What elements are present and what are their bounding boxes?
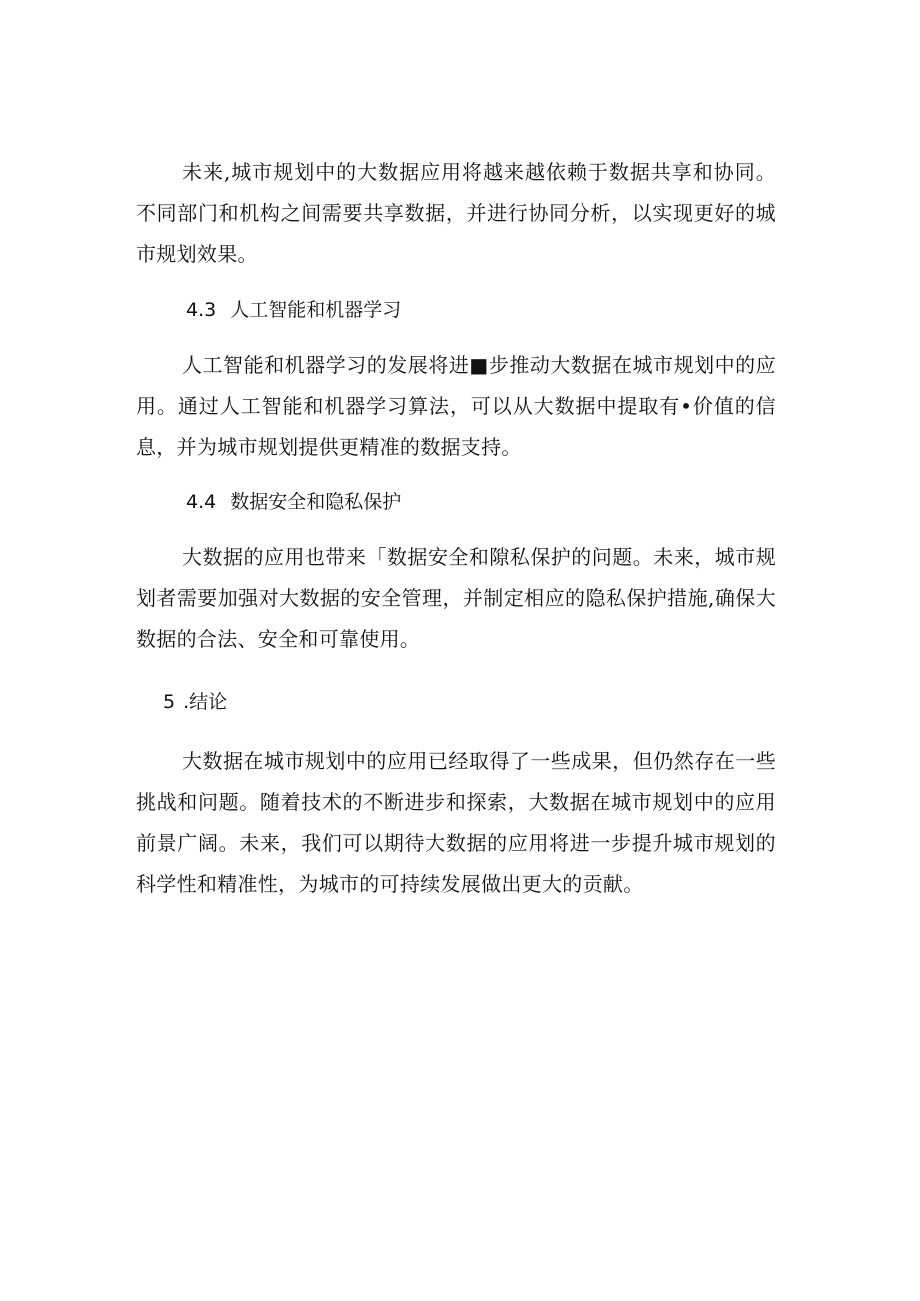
- paragraph-section-4-4: 大数据的应用也带来「数据安全和隙私保护的问题。未来，城市规划者需要加强对大数据的安全管理，并制定相应的隐私保护措施,确保大数据的合法、安全和可靠使用。: [136, 545, 776, 651]
- section-title: 人工智能和机器学习: [230, 299, 402, 321]
- section-title: 数据安全和隐私保护: [230, 491, 402, 513]
- paragraph-intro: 未来,城市规划中的大数据应用将越来越依赖于数据共享和协同。不同部门和机构之间需要共享数据，并进行协同分析，以实现更好的城市规划效果。: [136, 160, 776, 266]
- section-title: .结论: [183, 691, 228, 713]
- section-number: 4.3: [186, 299, 217, 321]
- section-heading-5: [163, 687, 227, 717]
- paragraph-section-4-3: 人工智能和机器学习的发展将进■步推动大数据在城市规划中的应用。通过人工智能和机器学习算法，可以从大数据中提取有•价值的信息，并为城市规划提供更精准的数据支持。: [136, 353, 776, 459]
- section-number: 5: [163, 691, 176, 713]
- section-number: 4.4: [186, 491, 217, 513]
- section-heading-4-4: [186, 487, 401, 517]
- paragraph-conclusion: 大数据在城市规划中的应用已经取得了一些成果，但仍然存在一些挑战和问题。随着技术的不断进步和探索，大数据在城市规划中的应用前景广阔。未来，我们可以期待大数据的应用将进一步提升城市规划的科学性和精准性，为城市的可持续发展做出更大的贡献。: [136, 749, 776, 896]
- section-heading-4-3: [186, 295, 401, 325]
